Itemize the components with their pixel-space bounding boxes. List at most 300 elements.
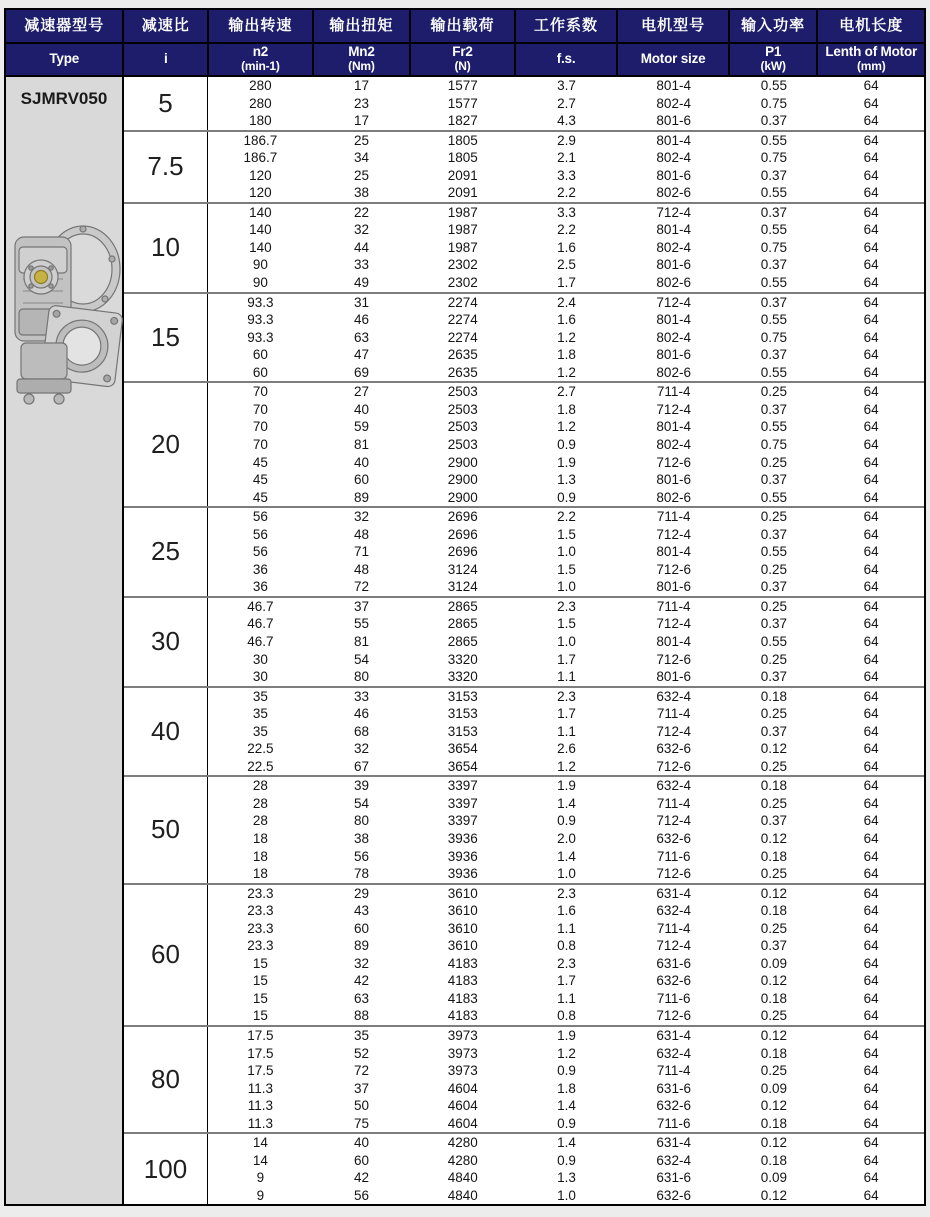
cell-motor-size: 711-4: [656, 598, 691, 614]
header-fr2: [411, 44, 516, 75]
cell-motor-size: 712-4: [656, 294, 691, 310]
cell-fs: 3.3: [557, 167, 576, 183]
cell-fs: 1.8: [557, 347, 576, 363]
group-rows: [208, 688, 924, 776]
cell-fr2: 3936: [447, 866, 478, 882]
cell-mn2: 33: [354, 257, 370, 273]
cell-motor-length: 64: [863, 347, 879, 363]
cell-fr2: 3397: [447, 795, 478, 811]
cell-n2: 45: [252, 489, 268, 505]
cell-fs: 3.7: [557, 78, 576, 94]
cell-n2: 70: [252, 419, 268, 435]
cell-mn2: 31: [354, 294, 370, 310]
header-main: Type: [49, 51, 80, 67]
cell-n2: 70: [252, 401, 268, 417]
cell-p1: 0.55: [760, 185, 788, 201]
cell-p1: 0.12: [760, 973, 788, 989]
cell-fr2: 1805: [447, 150, 478, 166]
cell-motor-length: 64: [863, 688, 879, 704]
table-row: [208, 937, 924, 955]
ratio-value: 15: [124, 294, 208, 382]
cell-p1: 0.25: [760, 598, 788, 614]
header-sub: (mm): [856, 59, 886, 74]
cell-fs: 0.9: [557, 1063, 576, 1079]
table-row: [208, 723, 924, 741]
table-row: [208, 256, 924, 274]
cell-mn2: 68: [354, 723, 370, 739]
cell-fr2: 2274: [447, 329, 478, 345]
cell-motor-length: 64: [863, 885, 879, 901]
table-row: [208, 1080, 924, 1098]
cell-fs: 1.5: [557, 526, 576, 542]
cell-fr2: 1987: [447, 204, 478, 220]
cell-motor-length: 64: [863, 723, 879, 739]
cell-motor-size: 632-6: [656, 830, 691, 846]
header-mn2: [314, 44, 412, 75]
cell-p1: 0.12: [760, 1098, 788, 1114]
cell-motor-size: 802-6: [656, 185, 691, 201]
cell-n2: 11.3: [247, 1080, 273, 1096]
cell-motor-size: 711-4: [656, 795, 691, 811]
cell-fs: 1.0: [557, 633, 576, 649]
header-i: [124, 44, 209, 75]
cell-motor-size: 632-6: [656, 1098, 691, 1114]
cell-p1: 0.55: [760, 275, 788, 291]
cell-p1: 0.37: [760, 526, 788, 542]
cell-mn2: 39: [354, 778, 370, 794]
cell-motor-length: 64: [863, 706, 879, 722]
table-row: [208, 526, 924, 544]
table-row: [208, 1045, 924, 1063]
cell-n2: 35: [252, 723, 268, 739]
group-rows: [208, 132, 924, 202]
cell-motor-size: 801-6: [656, 167, 691, 183]
cell-p1: 0.25: [760, 454, 788, 470]
table-row: [208, 561, 924, 579]
cell-mn2: 89: [354, 938, 370, 954]
cell-mn2: 34: [354, 150, 370, 166]
table-row: [208, 668, 924, 686]
cell-n2: 28: [252, 795, 268, 811]
header-output-load-cn: 输出载荷: [411, 10, 516, 42]
table-row: [208, 294, 924, 312]
table-row: [208, 508, 924, 526]
table-row: [208, 274, 924, 292]
cell-mn2: 50: [354, 1098, 370, 1114]
cell-n2: 23.3: [247, 903, 274, 919]
cell-fs: 1.4: [557, 848, 576, 864]
cell-motor-length: 64: [863, 1135, 879, 1151]
cell-p1: 0.25: [760, 1008, 788, 1024]
table-row: [208, 1062, 924, 1080]
cell-fr2: 1987: [447, 222, 478, 238]
table-row: [208, 830, 924, 848]
cell-motor-size: 802-6: [656, 364, 691, 380]
cell-mn2: 25: [354, 167, 370, 183]
cell-fs: 0.9: [557, 436, 576, 452]
table-row: [208, 615, 924, 633]
header-main: Mn2: [348, 44, 375, 60]
cell-mn2: 52: [354, 1045, 370, 1061]
cell-p1: 0.75: [760, 436, 788, 452]
cell-motor-size: 712-4: [656, 526, 691, 542]
table-row: [208, 920, 924, 938]
cell-n2: 120: [249, 185, 272, 201]
cell-motor-length: 64: [863, 544, 879, 560]
cell-p1: 0.25: [760, 384, 788, 400]
cell-motor-size: 632-4: [656, 903, 691, 919]
cell-fr2: 2274: [447, 294, 478, 310]
cell-fs: 2.1: [557, 150, 576, 166]
cell-fr2: 2503: [447, 436, 478, 452]
cell-p1: 0.55: [760, 544, 788, 560]
cell-mn2: 54: [354, 795, 370, 811]
ratio-groups: [124, 77, 924, 1204]
cell-p1: 0.25: [760, 758, 788, 774]
cell-n2: 15: [252, 973, 268, 989]
cell-fs: 1.0: [557, 1187, 576, 1203]
table-row: [208, 990, 924, 1008]
header-ratio-cn: 减速比: [124, 10, 209, 42]
cell-fs: 2.3: [557, 688, 576, 704]
cell-fr2: 3397: [447, 813, 478, 829]
cell-motor-size: 802-4: [656, 95, 691, 111]
cell-n2: 18: [252, 866, 268, 882]
cell-fs: 0.9: [557, 1152, 576, 1168]
cell-n2: 30: [252, 669, 268, 685]
cell-n2: 60: [252, 347, 268, 363]
cell-fr2: 3320: [447, 669, 478, 685]
cell-fs: 0.9: [557, 1115, 576, 1131]
cell-n2: 93.3: [247, 294, 274, 310]
cell-fs: 1.3: [557, 472, 576, 488]
cell-mn2: 72: [354, 1063, 370, 1079]
cell-motor-size: 712-6: [656, 454, 691, 470]
cell-fr2: 2865: [447, 598, 478, 614]
cell-motor-size: 632-6: [656, 973, 691, 989]
cell-fs: 0.8: [557, 938, 576, 954]
cell-fr2: 4183: [447, 1008, 478, 1024]
header-motor-length: [818, 44, 924, 75]
cell-motor-size: 712-4: [656, 723, 691, 739]
ratio-group: [124, 130, 924, 202]
header-motor-length-cn: 电机长度: [839, 16, 904, 34]
table-row: [208, 688, 924, 706]
cell-mn2: 47: [354, 347, 370, 363]
cell-fs: 1.3: [557, 1170, 576, 1186]
cell-fr2: 2865: [447, 633, 478, 649]
cell-motor-size: 632-4: [656, 1045, 691, 1061]
cell-p1: 0.37: [760, 472, 788, 488]
reducer-spec-table: [4, 8, 926, 1206]
ratio-value: 100: [124, 1134, 208, 1204]
cell-n2: 280: [249, 78, 272, 94]
cell-motor-size: 802-6: [656, 275, 691, 291]
cell-motor-length: 64: [863, 78, 879, 94]
cell-fs: 1.7: [557, 973, 576, 989]
table-row: [208, 1134, 924, 1152]
cell-motor-length: 64: [863, 185, 879, 201]
cell-motor-size: 631-6: [656, 955, 691, 971]
ratio-group: [124, 506, 924, 596]
cell-motor-length: 64: [863, 758, 879, 774]
cell-fs: 2.3: [557, 885, 576, 901]
cell-n2: 28: [252, 813, 268, 829]
cell-mn2: 32: [354, 222, 370, 238]
cell-fs: 0.8: [557, 1008, 576, 1024]
header-sub: (kW): [760, 59, 786, 74]
cell-motor-size: 801-4: [656, 78, 691, 94]
cell-p1: 0.37: [760, 257, 788, 273]
ratio-value: 60: [124, 885, 208, 1025]
reducer-model-label: SJMRV050: [20, 89, 108, 108]
cell-n2: 56: [252, 544, 268, 560]
cell-motor-length: 64: [863, 938, 879, 954]
type-column: [6, 77, 124, 1204]
cell-fr2: 1805: [447, 132, 478, 148]
table-row: [208, 777, 924, 795]
cell-n2: 18: [252, 830, 268, 846]
table-row: [208, 471, 924, 489]
cell-n2: 23.3: [247, 920, 274, 936]
header-main: Fr2: [452, 44, 473, 60]
header-motor-size-cn: 电机型号: [618, 10, 730, 42]
cell-mn2: 22: [354, 204, 370, 220]
table-row: [208, 865, 924, 883]
cell-p1: 0.37: [760, 113, 788, 129]
cell-fr2: 3320: [447, 651, 478, 667]
cell-mn2: 49: [354, 275, 370, 291]
cell-fs: 1.1: [557, 920, 576, 936]
cell-fs: 1.2: [557, 758, 576, 774]
group-rows: [208, 885, 924, 1025]
cell-fr2: 2900: [447, 454, 478, 470]
cell-mn2: 67: [354, 758, 370, 774]
cell-n2: 17.5: [247, 1045, 274, 1061]
header-p1: [730, 44, 819, 75]
table-row: [208, 578, 924, 596]
ratio-value: 50: [124, 777, 208, 882]
cell-motor-size: 631-6: [656, 1080, 691, 1096]
cell-motor-length: 64: [863, 795, 879, 811]
header-reducer-type-cn: 减速器型号: [6, 10, 124, 42]
group-rows: [208, 1134, 924, 1204]
header-main: n2: [252, 44, 269, 60]
table-row: [208, 848, 924, 866]
header-main: Lenth of Motor: [825, 44, 918, 60]
cell-fr2: 4840: [447, 1187, 478, 1203]
cell-motor-length: 64: [863, 239, 879, 255]
cell-p1: 0.25: [760, 509, 788, 525]
header-sub: (Nm): [348, 59, 375, 74]
cell-fs: 1.2: [557, 1045, 576, 1061]
cell-motor-size: 712-4: [656, 938, 691, 954]
cell-motor-size: 711-4: [656, 920, 691, 936]
cell-p1: 0.25: [760, 1063, 788, 1079]
cell-n2: 70: [252, 384, 268, 400]
cell-fr2: 3153: [447, 688, 478, 704]
cell-motor-length: 64: [863, 651, 879, 667]
cell-motor-length: 64: [863, 990, 879, 1006]
cell-motor-length: 64: [863, 204, 879, 220]
cell-n2: 180: [249, 113, 272, 129]
cell-motor-length: 64: [863, 436, 879, 452]
cell-p1: 0.18: [760, 848, 788, 864]
table-row: [208, 383, 924, 401]
cell-p1: 0.37: [760, 669, 788, 685]
cell-fr2: 2503: [447, 401, 478, 417]
cell-fs: 1.8: [557, 401, 576, 417]
cell-fs: 2.3: [557, 955, 576, 971]
cell-p1: 0.75: [760, 95, 788, 111]
cell-n2: 15: [252, 990, 268, 1006]
cell-fr2: 3610: [447, 885, 478, 901]
ratio-value: 7.5: [124, 132, 208, 202]
cell-p1: 0.37: [760, 813, 788, 829]
header-service-factor-cn: 工作系数: [516, 10, 619, 42]
cell-n2: 14: [252, 1152, 268, 1168]
cell-p1: 0.12: [760, 830, 788, 846]
table-row: [208, 311, 924, 329]
cell-n2: 280: [249, 95, 272, 111]
cell-mn2: 42: [354, 1170, 370, 1186]
table-row: [208, 795, 924, 813]
cell-fr2: 2503: [447, 419, 478, 435]
cell-motor-size: 711-4: [656, 706, 691, 722]
table-row: [208, 184, 924, 202]
cell-p1: 0.37: [760, 579, 788, 595]
cell-n2: 11.3: [247, 1115, 273, 1131]
table-row: [208, 95, 924, 113]
cell-fs: 1.6: [557, 903, 576, 919]
ratio-group: [124, 77, 924, 130]
cell-p1: 0.12: [760, 741, 788, 757]
cell-p1: 0.09: [760, 1170, 788, 1186]
cell-n2: 35: [252, 688, 268, 704]
cell-motor-size: 712-6: [656, 758, 691, 774]
cell-fs: 2.6: [557, 741, 576, 757]
ratio-group: [124, 1132, 924, 1204]
cell-n2: 22.5: [247, 741, 274, 757]
cell-motor-size: 801-4: [656, 132, 691, 148]
header-motor-size: [618, 44, 730, 75]
cell-motor-size: 711-6: [656, 848, 691, 864]
cell-fr2: 2696: [447, 544, 478, 560]
cell-n2: 186.7: [243, 132, 278, 148]
cell-mn2: 75: [354, 1115, 370, 1131]
cell-motor-size: 712-4: [656, 616, 691, 632]
table-row: [208, 598, 924, 616]
cell-mn2: 60: [354, 472, 370, 488]
cell-motor-size: 711-4: [656, 509, 691, 525]
header-n2: [209, 44, 314, 75]
cell-fr2: 2274: [447, 312, 478, 328]
table-row: [208, 329, 924, 347]
cell-fs: 1.5: [557, 616, 576, 632]
cell-p1: 0.18: [760, 1115, 788, 1131]
cell-motor-length: 64: [863, 132, 879, 148]
cell-motor-size: 802-6: [656, 489, 691, 505]
cell-fr2: 2091: [447, 167, 478, 183]
cell-fs: 1.6: [557, 312, 576, 328]
cell-fr2: 4280: [447, 1152, 478, 1168]
cell-fr2: 3610: [447, 938, 478, 954]
cell-motor-size: 802-4: [656, 436, 691, 452]
cell-motor-size: 632-4: [656, 778, 691, 794]
table-row: [208, 543, 924, 561]
table-row: [208, 167, 924, 185]
cell-p1: 0.55: [760, 364, 788, 380]
cell-mn2: 29: [354, 885, 370, 901]
cell-motor-length: 64: [863, 778, 879, 794]
cell-motor-size: 801-6: [656, 347, 691, 363]
cell-motor-length: 64: [863, 526, 879, 542]
cell-mn2: 69: [354, 364, 370, 380]
cell-motor-size: 711-6: [656, 1115, 691, 1131]
cell-fs: 1.2: [557, 364, 576, 380]
cell-fr2: 2635: [447, 347, 478, 363]
cell-mn2: 80: [354, 813, 370, 829]
cell-mn2: 35: [354, 1028, 370, 1043]
cell-fs: 1.1: [557, 669, 576, 685]
cell-motor-length: 64: [863, 364, 879, 380]
table-row: [208, 812, 924, 830]
ratio-value: 40: [124, 688, 208, 776]
cell-n2: 140: [249, 222, 272, 238]
cell-mn2: 72: [354, 579, 370, 595]
cell-p1: 0.75: [760, 150, 788, 166]
cell-fr2: 4604: [447, 1080, 478, 1096]
cell-p1: 0.37: [760, 294, 788, 310]
cell-mn2: 33: [354, 688, 370, 704]
cell-fr2: 2696: [447, 526, 478, 542]
cell-n2: 9: [256, 1170, 265, 1186]
cell-motor-size: 802-4: [656, 329, 691, 345]
cell-fr2: 3124: [447, 561, 478, 577]
cell-motor-size: 631-4: [656, 885, 691, 901]
cell-mn2: 43: [354, 903, 370, 919]
group-rows: [208, 77, 924, 130]
cell-motor-size: 712-6: [656, 561, 691, 577]
cell-mn2: 78: [354, 866, 370, 882]
cell-mn2: 27: [354, 384, 370, 400]
cell-motor-size: 801-6: [656, 669, 691, 685]
cell-fr2: 3936: [447, 848, 478, 864]
cell-fs: 1.4: [557, 795, 576, 811]
cell-motor-length: 64: [863, 1152, 879, 1168]
cell-fs: 2.0: [557, 830, 576, 846]
cell-p1: 0.12: [760, 885, 788, 901]
cell-mn2: 88: [354, 1008, 370, 1024]
group-rows: [208, 294, 924, 382]
cell-motor-size: 712-6: [656, 651, 691, 667]
cell-mn2: 37: [354, 1080, 370, 1096]
cell-n2: 186.7: [243, 150, 278, 166]
cell-motor-length: 64: [863, 813, 879, 829]
cell-fs: 1.9: [557, 454, 576, 470]
table-body: [6, 77, 924, 1204]
cell-p1: 0.12: [760, 1135, 788, 1151]
group-rows: [208, 508, 924, 596]
cell-n2: 36: [252, 579, 268, 595]
cell-p1: 0.18: [760, 1045, 788, 1061]
cell-p1: 0.55: [760, 312, 788, 328]
table-row: [208, 1097, 924, 1115]
cell-fr2: 3610: [447, 920, 478, 936]
table-row: [208, 401, 924, 419]
cell-motor-length: 64: [863, 830, 879, 846]
cell-p1: 0.55: [760, 489, 788, 505]
